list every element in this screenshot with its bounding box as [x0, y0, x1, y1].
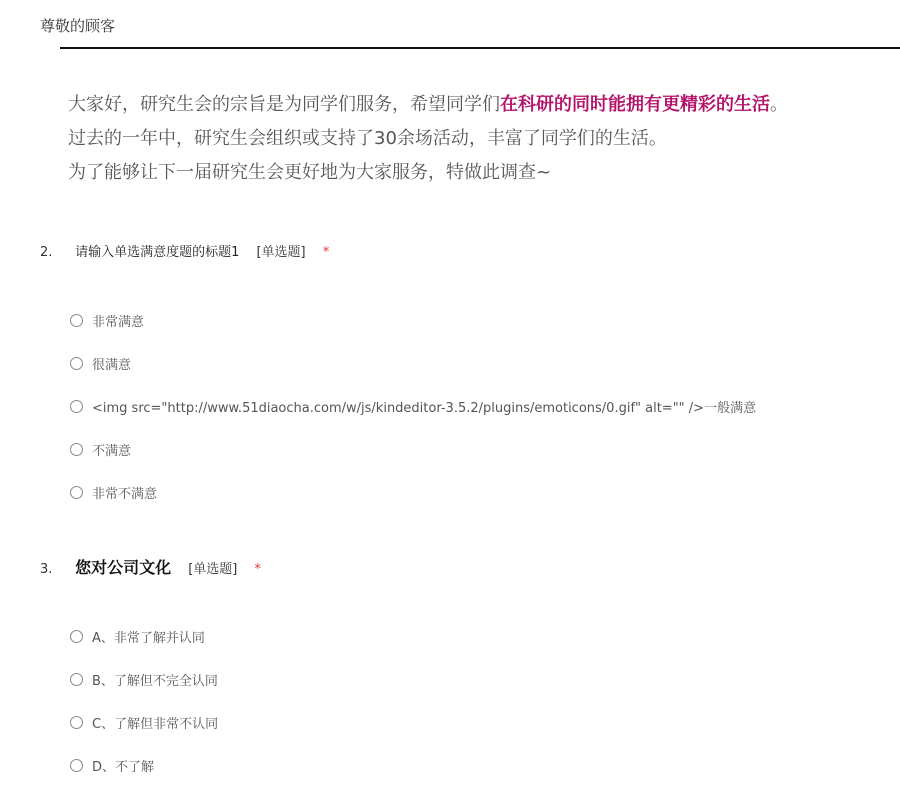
intro-line-2: 过去的一年中，研究生会组织或支持了30余场活动，丰富了同学们的生活。	[68, 128, 667, 149]
option-label: A、非常了解并认同	[92, 630, 205, 646]
intro-text	[68, 88, 788, 190]
question-title: 请输入单选满意度题的标题1	[75, 245, 240, 260]
radio-button[interactable]	[70, 314, 83, 327]
question-2-option-3[interactable]	[70, 396, 756, 416]
question-2-option-2[interactable]	[70, 353, 131, 373]
option-label: <img src="http://www.51diaocha.com/w/js/kindeditor-3.5.2/plugins/emoticons/0.gif" alt="" />一般满意	[92, 400, 757, 416]
radio-button[interactable]	[70, 400, 83, 413]
radio-button[interactable]	[70, 357, 83, 370]
option-label: D、不了解	[92, 759, 155, 775]
question-3-option-a[interactable]	[70, 626, 205, 646]
question-3-header	[40, 555, 261, 578]
question-type-label: [单选题]	[188, 562, 238, 577]
question-2-option-5[interactable]	[70, 482, 157, 502]
option-label: 很满意	[92, 357, 132, 373]
intro-line-1	[68, 88, 788, 122]
intro-line-1-prefix: 大家好，研究生会的宗旨是为同学们服务，希望同学们	[68, 94, 500, 115]
question-2-option-1[interactable]	[70, 310, 144, 330]
required-marker: *	[322, 245, 330, 260]
option-label: B、了解但不完全认同	[92, 673, 218, 689]
radio-button[interactable]	[70, 759, 83, 772]
question-title: 您对公司文化	[75, 558, 172, 577]
question-3-option-b[interactable]	[70, 669, 218, 689]
required-marker: *	[254, 562, 261, 577]
question-3-option-d[interactable]	[70, 755, 154, 775]
greeting-text: 尊敬的顾客	[40, 17, 116, 35]
question-type-label: [单选题]	[256, 245, 306, 260]
option-label: C、了解但非常不认同	[92, 716, 219, 732]
question-2-header	[40, 241, 329, 260]
radio-button[interactable]	[70, 673, 83, 686]
option-label: 非常满意	[92, 314, 145, 330]
radio-button[interactable]	[70, 443, 83, 456]
radio-button[interactable]	[70, 716, 83, 729]
option-label: 非常不满意	[92, 486, 158, 502]
question-2-option-4[interactable]	[70, 439, 131, 459]
intro-line-1-suffix: 。	[770, 94, 788, 115]
intro-highlight: 在科研的同时能拥有更精彩的生活	[500, 94, 770, 115]
radio-button[interactable]	[70, 630, 83, 643]
question-number: 3.	[40, 562, 53, 577]
question-number: 2.	[40, 245, 53, 260]
question-3-option-c[interactable]	[70, 712, 218, 732]
radio-button[interactable]	[70, 486, 83, 499]
option-label: 不满意	[92, 443, 132, 459]
intro-line-3: 为了能够让下一届研究生会更好地为大家服务，特做此调查~	[68, 162, 552, 183]
header-divider	[60, 47, 900, 49]
